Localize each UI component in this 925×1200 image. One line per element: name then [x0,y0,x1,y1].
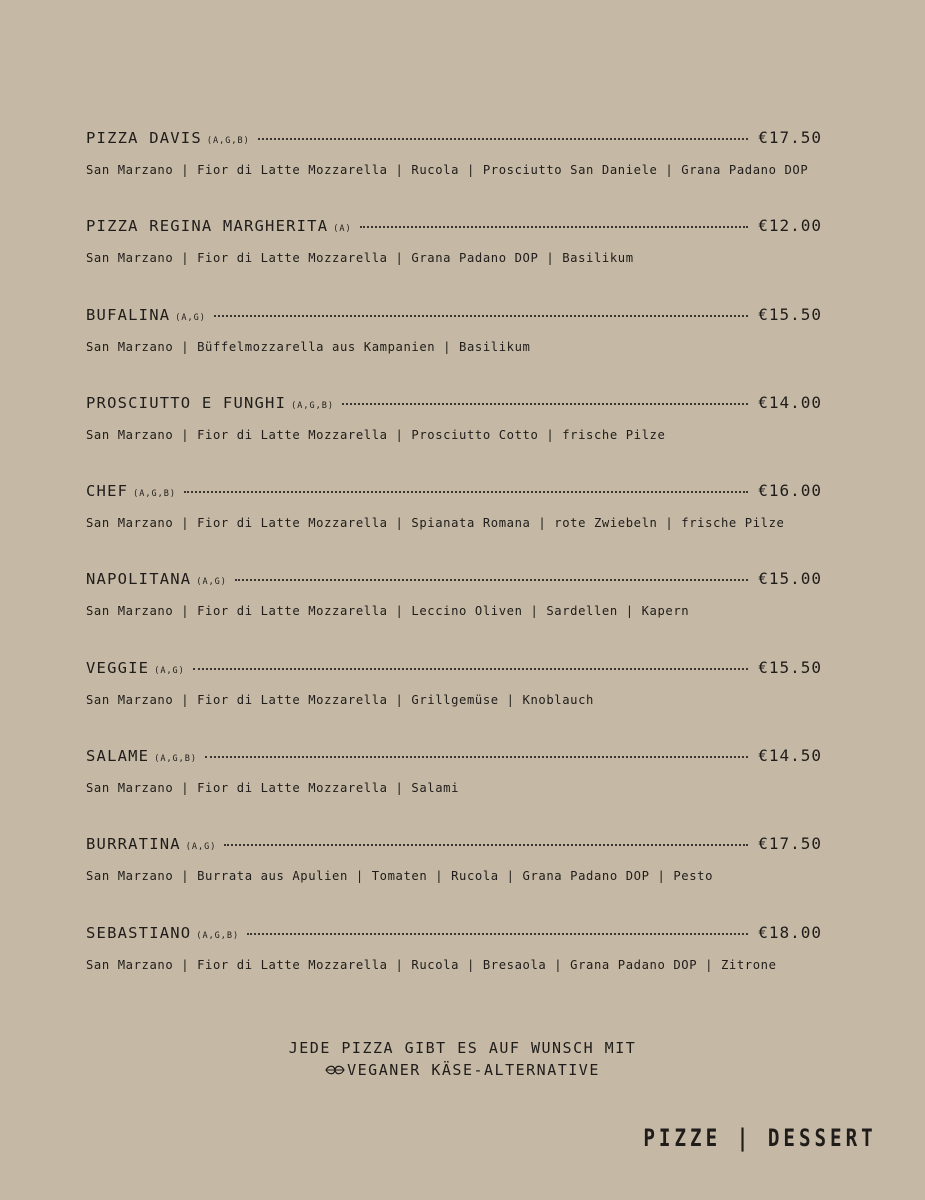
menu-item-header [86,393,822,423]
item-name: PIZZA DAVIS [86,129,202,147]
dot-leader [205,756,748,758]
item-ingredients: San Marzano | Burrata aus Apulien | Tomaten | Rucola | Grana Padano DOP | Pesto [86,869,714,884]
dot-leader [247,933,748,935]
menu-item [86,569,822,657]
vegan-note [0,1037,925,1081]
item-name: SEBASTIANO [86,923,192,942]
menu-item [86,305,822,393]
menu-item [86,746,822,834]
menu-item [86,128,822,216]
menu-item [86,393,822,481]
dot-leader [184,491,748,493]
menu-item [86,216,822,304]
item-ingredients: San Marzano | Fior di Latte Mozzarella | Grillgemüse | Knoblauch [86,692,594,707]
vegan-note-line-2-wrap [0,1059,925,1081]
item-price: €12.00 [758,216,822,236]
item-allergens: (A,G,B) [196,930,240,941]
menu-item-header [86,658,822,688]
item-price: €15.50 [758,657,822,677]
item-ingredients: San Marzano | Fior di Latte Mozzarella | Leccino Oliven | Sardellen | Kapern [86,604,690,619]
item-price: €18.00 [758,922,822,942]
dot-leader [258,138,749,140]
menu-item-header [86,216,822,246]
item-allergens: (A,G) [154,665,185,676]
menu-item-header [86,834,822,864]
item-allergens: (A,G) [175,312,206,323]
item-allergens: (A,G,B) [154,754,198,765]
item-ingredients: San Marzano | Büffelmozzarella aus Kampanien | Basilikum [86,339,531,354]
section-nav[interactable]: PIZZE | DESSERT [643,1124,877,1152]
menu-item-header [86,923,822,953]
dot-leader [214,315,748,317]
item-price: €14.00 [758,392,822,412]
item-name: SALAME [86,747,150,766]
menu-item-header [86,746,822,776]
dot-leader [235,579,748,581]
item-price: €17.50 [758,834,822,854]
item-allergens: (A,G) [185,842,217,853]
dot-leader [193,668,748,670]
leaf-icon [325,1060,345,1072]
item-price: €17.50 [758,128,822,147]
item-ingredients: San Marzano | Fior di Latte Mozzarella | Prosciutto Cotto | frische Pilze [86,427,666,442]
item-allergens: (A,G,B) [291,400,334,411]
item-allergens: (A,G,B) [206,136,250,146]
item-allergens: (A) [333,224,352,235]
item-name: NAPOLITANA [86,570,192,589]
item-name: PROSCIUTTO E FUNGHI [86,393,287,412]
menu-item [86,481,822,569]
menu-item-header [86,481,822,511]
item-allergens: (A,G,B) [133,489,176,500]
dot-leader [360,226,749,228]
item-price: €16.00 [758,481,822,501]
vegan-note-line-1: JEDE PIZZA GIBT ES AUF WUNSCH MIT [288,1039,637,1057]
vegan-note-line-2: VEGANER KÄSE-ALTERNATIVE [347,1061,600,1079]
item-price: €15.00 [758,569,822,589]
item-ingredients: San Marzano | Fior di Latte Mozzarella | Rucola | Prosciutto San Daniele | Grana Padano DOP [86,163,809,177]
item-name: VEGGIE [86,658,150,677]
item-allergens: (A,G) [196,577,227,588]
dot-leader [342,403,748,405]
menu-item-header [86,128,822,158]
item-ingredients: San Marzano | Fior di Latte Mozzarella | Rucola | Bresaola | Grana Padano DOP | Zitrone [86,957,777,972]
item-ingredients: San Marzano | Fior di Latte Mozzarella | Spianata Romana | rote Zwiebeln | frische Pilze [86,516,785,531]
item-name: CHEF [86,482,129,501]
item-ingredients: San Marzano | Fior di Latte Mozzarella | Salami [86,781,460,796]
item-name: BUFALINA [86,305,171,324]
menu-item-header [86,569,822,599]
item-ingredients: San Marzano | Fior di Latte Mozzarella | Grana Padano DOP | Basilikum [86,251,634,266]
item-name: PIZZA REGINA MARGHERITA [86,217,329,236]
pizza-menu [86,128,822,1011]
dot-leader [224,844,748,846]
menu-item [86,658,822,746]
menu-item-header [86,305,822,335]
item-price: €15.50 [758,304,822,324]
menu-item [86,923,822,1011]
menu-item [86,834,822,922]
item-price: €14.50 [758,746,822,766]
item-name: BURRATINA [86,835,181,854]
